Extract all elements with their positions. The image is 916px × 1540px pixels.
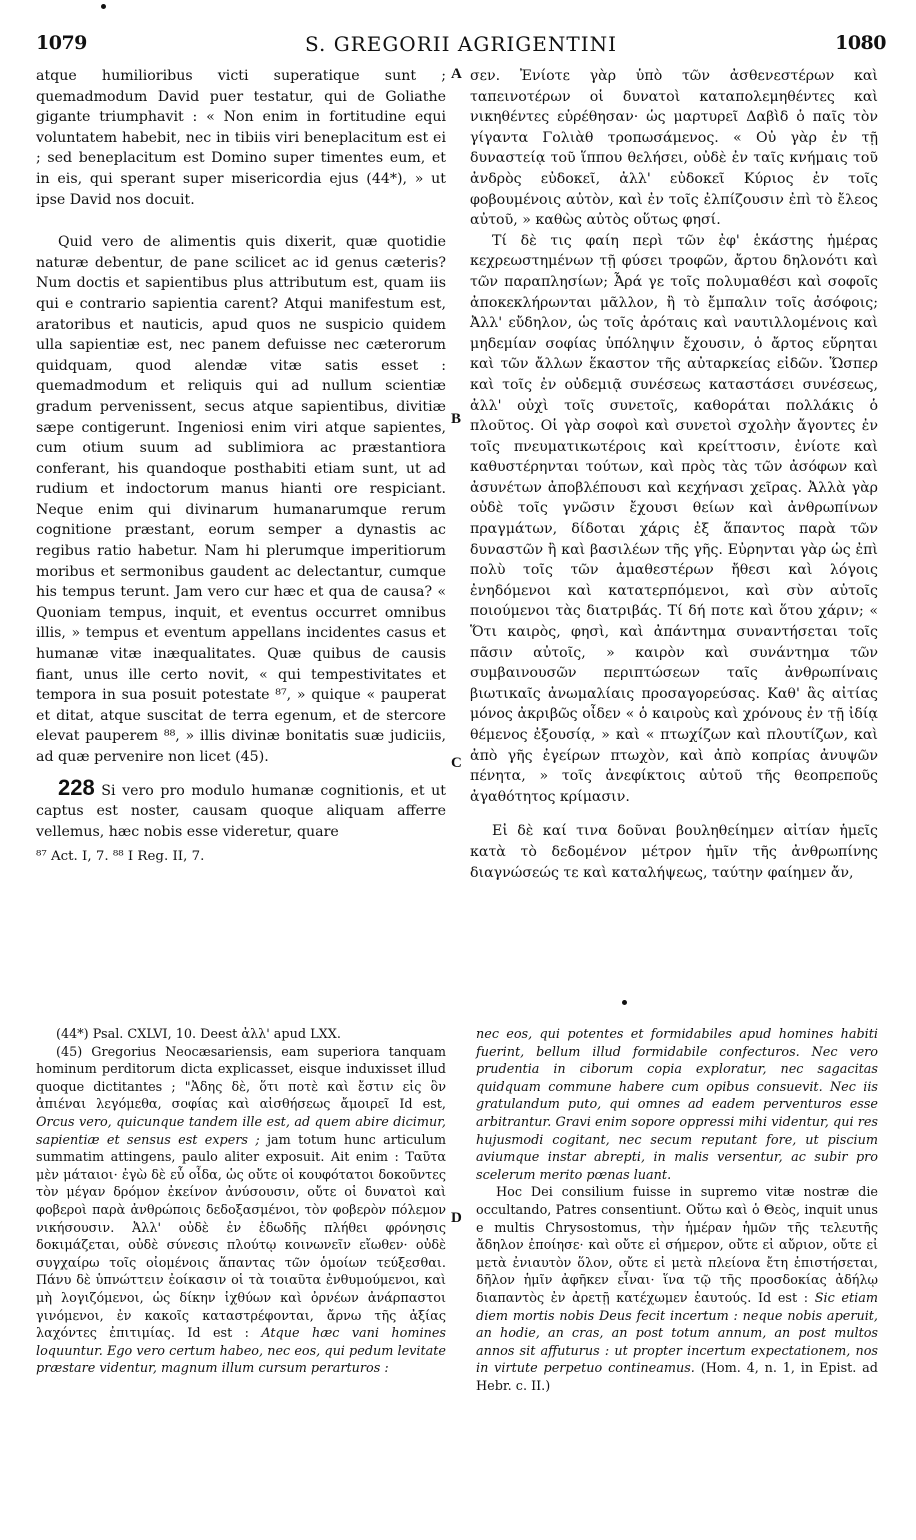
greek-paragraph-1: σεν. Ἐνίοτε γὰρ ὑπὸ τῶν ἀσθενεστέρων καὶ ταπεινοτέρων οἱ δυνατοὶ καταπολεμηθέντες καὶ νικηθέντες εὑρέθησαν· ὡς μαρτυρεῖ Δαβὶδ ὁ παῖς τὸν γίγαντα Γολιὰθ τροπωσάμενος. « Οὐ γὰρ ἐν τῇ δυναστείᾳ τοῦ ἵππου θελήσει, οὐδὲ ἐν ταῖς κνήμαις τοῦ ἀνδρὸς εὐδοκεῖ, ἀλλ' εὐδοκεῖ Κύριος ἐν τοῖς φοβουμένοις αὐτὸν, καὶ ἐν τοῖς ἐλπίζουσιν ἐπὶ τὸ ἔλεος αὐτοῦ, » καθὼς αὐτὸς οὕτως φησί. [470, 68, 878, 229]
note-45-part-4: Atque hæc vani homines loquuntur. Ego vero certum habeo, nec eos, qui pedum levitate præstare videntur, magnum illum cursum perarturos : [36, 1326, 446, 1377]
page-number-left: 1079 [36, 32, 87, 54]
note-continuation: nec eos, qui potentes et formidabiles apud homines habiti fuerint, bellum illud formidabile confecturos. Nec vero prudentia in ciborum copia exploratur, nec sagacitas quidquam commune habere cum opibus consuevit. Nec iis gratulandum puto, qui omnes ad eadem perventuros esse arbitrantur. Gravi enim sopore oppressi mihi videntur, qui res hujusmodi cogitant, nec secum reputant fore, ut piscium aviumque instar abrepti, in malis versentur, ac subir pro scelerum merito pœnas luant. [476, 1027, 878, 1183]
marker-c: C [451, 755, 462, 771]
greek-column [470, 66, 878, 883]
latin-paragraph-3-text: Si vero pro modulo humanæ cognitionis, et ut captus est noster, causam quoque aliquam afferre vellemus, hæc nobis esse videretur, quare [36, 782, 446, 840]
note-chrysostom-citation: (Hom. 4, n. 1, in Epist. ad Hebr. c. II.) [476, 1361, 878, 1394]
note-45 [36, 1044, 446, 1378]
ink-dot [101, 4, 106, 9]
note-chrysostom [476, 1184, 878, 1395]
note-chrysostom-part-1: Hoc Dei consilium fuisse in supremo vitæ nostræ die occultando, Patres consentiunt. Οὕτω καὶ ὁ Θεὸς, inquit unus e multis Chrysostomus, τὴν ἡμέραν ἡμῶν τῆς τελευτῆς ἄδηλον ἐποίησε· καὶ οὔτε εἰ σήμερον, οὔτε εἰ αὔριον, οὔτε εἰ μετὰ ἐνιαυτὸν ὅλον, οὔτε εἰ μετὰ πλείονα ἔτη ἐπιστήσεται, δῆλον ἡμῖν ἀφῆκεν εἶναι· ἵνα τῷ τῆς προσδοκίας ἀδήλῳ διαπαντὸς ἐν ἀρετῇ κατέχωμεν ἑαυτούς. Id est : [476, 1185, 878, 1306]
running-header [36, 32, 886, 58]
page-number-right: 1080 [835, 32, 886, 54]
notes-right [476, 1026, 878, 1395]
greek-paragraph-3: Εἰ δὲ καί τινα δοῦναι βουληθείημεν αἰτίαν ἡμεῖς κατὰ τὸ δεδομένον μέτρον ἡμῖν τῆς ἀνθρωπίνης διαγνώσεώς τε καὶ καταλήψεως, ταύτην φαίημεν ἄν, [470, 823, 878, 881]
note-45-part-1: (45) Gregorius Neocæsariensis, eam superiora tanquam hominum perditorum dicta explicasset, eisque induxisset illud quoque dictitantes ; "Ἀδης δὲ, ὅτι ποτὲ καὶ ἔστιν εἰς ὃν ἀπιέναι λεγόμεθα, σοφίας καὶ αἰσθήσεως ἄμοιρεῖ Id est, [36, 1044, 446, 1113]
note-45-part-3: jam totum hunc articulum summatim attingens, paulo aliter exposuit. Ait enim : Ταῦτα μὲν μάταιοι· ἐγὼ δὲ εὖ οἶδα, ὡς οὔτε οἱ κουφότατοι δοκοῦντες τὸν μέγαν δρόμον ἐκείνον ἀνύσουσιν, οὔτε οἱ δυνατοὶ καὶ φοβεροὶ παρὰ ἀνθρώποις δεδοξασμένοι, τὸν φοβερὸν πόλεμον νικήσουσιν. Ἀλλ' οὐδὲ ἐν ἐδωδῆς πλήθει φρόνησις δοκιμάζεται, οὐδὲ σύνεσις πλούτῳ κοινωνεῖν εἴωθεν· οὐδὲ συγχαίρω τοῖς οἰομένοις ἅπαντας τῶν ὁμοίων τεύξεσθαι. Πάνυ δὲ ὑπνώττειν ἐοίκασιν οἱ τὰ τοιαῦτα ἐνθυμούμενοι, καὶ μὴ λογιζόμενοι, ὡς δίκην ἰχθύων καὶ ὀρνέων ἀνάρπαστοι γινόμενοι, ἐν κακοῖς καταστρέφονται, ἄρνω τῆς ἀξίας λαχόντες ἐπιτιμίας. Id est : [36, 1132, 446, 1342]
marker-a: A [451, 66, 462, 82]
latin-column [36, 66, 446, 867]
section-number: 228 [58, 774, 95, 800]
notes-left [36, 1026, 446, 1378]
marker-b: B [451, 411, 462, 427]
note-44: (44*) Psal. CXLVI, 10. Deest ἀλλ' apud LXX. [56, 1027, 341, 1042]
running-title: S. GREGORII AGRIGENTINI [304, 32, 618, 56]
greek-paragraph-2: Τί δὲ τις φαίη περὶ τῶν ἐφ' ἑκάστης ἡμέρας κεχρεωστημένων τῇ φύσει τροφῶν, ἄρτου δηλονότι καὶ τῶν παραπλησίων; Ἆρά γε τοῖς πολυμαθέσι καὶ σοφοῖς ἀποκεκλήρωνται μᾶλλον, ἢ τὸ ἔμπαλιν τοῖς ἀσόφοις; Ἀλλ' εὔδηλον, ὡς τοῖς ἀρόταις καὶ ναυτιλλομένοις καὶ μηδεμίαν σοφίας ὑπόληψιν ἔχουσιν, ὁ ἄρτος εὕρηται καὶ τῶν ἄλλων ἕκαστον τῆς αὐταρκείας εἰδῶν. Ὥσπερ καὶ τοῖς ἐν οὐδεμιᾷ συνέσεως καταστάσει συνέσεως, ἀλλ' οὐχὶ τοῖς συνετοῖς, καθοράται πολλάκις ὁ πλοῦτος. Οἱ γὰρ σοφοὶ καὶ συνετοὶ σχολὴν ἄγοντες ἐν τοῖς πνευματικωτέροις καὶ κρείττοσιν, ἐνίοτε καὶ καθυστέρηνται τούτων, καὶ πρὸς τὰς τῶν ἀσόφων καὶ ἀσυνέτων ἀποβλέπουσι καὶ κεχήνασι χεῖρας. Ἀλλὰ γὰρ οὐδὲ τοῖς γνῶσιν ἔχουσι θείων καὶ ἀνθρωπίνων πραγμάτων, δίδοται χάρις ἐξ ἅπαντος παρὰ τῶν δυναστῶν ἢ καὶ βασιλέων τῆς γῆς. Εὐρηνται γὰρ ὡς ἐπὶ πολὺ τοῖς τῶν ἀμαθεστέρων ἤθεσι καὶ λόγοις ἐνηδόμενοι καὶ κατατερπόμενοι, καὶ σὺν αὐτοῖς ποιούμενοι τὰς διατριβάς. Τί δή ποτε καὶ ὅτου χάριν; « Ὅτι καιρὸς, φησὶ, καὶ ἀπάντημα συναντήσεται τοῖς πᾶσιν αὐτοῖς, » καιρὸν καὶ συνάντημα τῶν συμβαινουσῶν περιπτώσεων ταῖς ἀνθρωπίναις βιωτικαῖς ἀνωμαλίαις προσαγορεύσας. Καθ' ἃς αἰτίας μόνος ἀκριβῶς οἶδεν « ὁ καιροὺς καὶ χρόνους ἐν τῇ ἰδίᾳ θέμενος ἐξουσίᾳ, » καὶ « πτωχίζων καὶ πλουτίζων, καὶ ἀπὸ γῆς ἐγείρων πτωχὸν, καὶ ἀπὸ κοπρίας ἀνυψῶν πένητα, » τοῖς ἀνεφίκτοις αὐτοῦ τῆς θεοπρεποῦς ἀγαθότητος κρίμασιν. [470, 232, 878, 805]
ink-dot [622, 1000, 627, 1005]
marker-d: D [451, 1210, 462, 1226]
latin-paragraph-3 [36, 774, 446, 843]
note-45-part-2: Orcus vero, quicunque tandem ille est, ad quem abire dicimur, sapientiæ et sensus est expers ; [36, 1114, 446, 1148]
note-chrysostom-part-2: Sic etiam diem mortis nobis Deus fecit incertum : neque nobis aperuit, an hodie, an cras, an post totum annum, an post multos annos sit affuturus : ut propter incertum expectationem, nos in virtute perpetuo contineamus. [476, 1290, 878, 1377]
latin-paragraph-1: atque humilioribus victi superatique sunt ; quemadmodum David puer testatur, qui de Goliathe gigante triumphavit : « Non enim in fortitudine equi voluntatem habebit, nec in tibiis viri beneplacitum est ei ; sed beneplacitum est Domino super timentes eum, et in eis, qui sperant super misericordia ejus (44*), » ut ipse David nos docuit. [36, 68, 446, 208]
latin-paragraph-2: Quid vero de alimentis quis dixerit, quæ quotidie naturæ debentur, de pane scilicet ac id genus cæteris? Num doctis et sapientibus plus attributum est, quam iis qui e contrario sapientia carent? Atqui manifestum est, aratoribus et nauticis, apud quos ne suspicio quidem ulla sapientiæ est, nec panem defuisse nec cæterorum quidquam, quod alendæ vitæ satis esset : quemadmodum et reliquis qui ad nullum scientiæ gradum pervenissent, secus atque sapientibus, divitiæ sæpe contigerunt. Ingeniosi enim viri atque sapientes, cum otium suum ad sublimiora ac præstantiora conferant, his quandoque posthabiti etiam sunt, ut ad rudium et indoctorum manus hianti ore respiciant. Neque enim qui divinarum humanarumque rerum cognitione præstant, eorum semper a dynastis ac regibus ratio habetur. Nam hi plerumque imperitiorum moribus et sermonibus gaudent ac delectantur, cumque his tempus terunt. Jam vero cur hæc et qua de causa? « Quoniam tempus, inquit, et eventus occurret omnibus illis, » tempus et eventum appellans incidentes casus et humanæ vitæ inæqualitates. Quæ quibus de causis fiant, unus ille certo novit, « qui tempestivitates et tempora in sua posuit potestate ⁸⁷, » quique « pauperat et ditat, atque suscitat de terra egenum, et de stercore elevat pauperem ⁸⁸, » illis divinæ bonitatis suæ judiciis, ad quæ pervenire non licet (45). [36, 234, 446, 765]
scripture-footnotes: ⁸⁷ Act. I, 7. ⁸⁸ I Reg. II, 7. [36, 849, 205, 865]
